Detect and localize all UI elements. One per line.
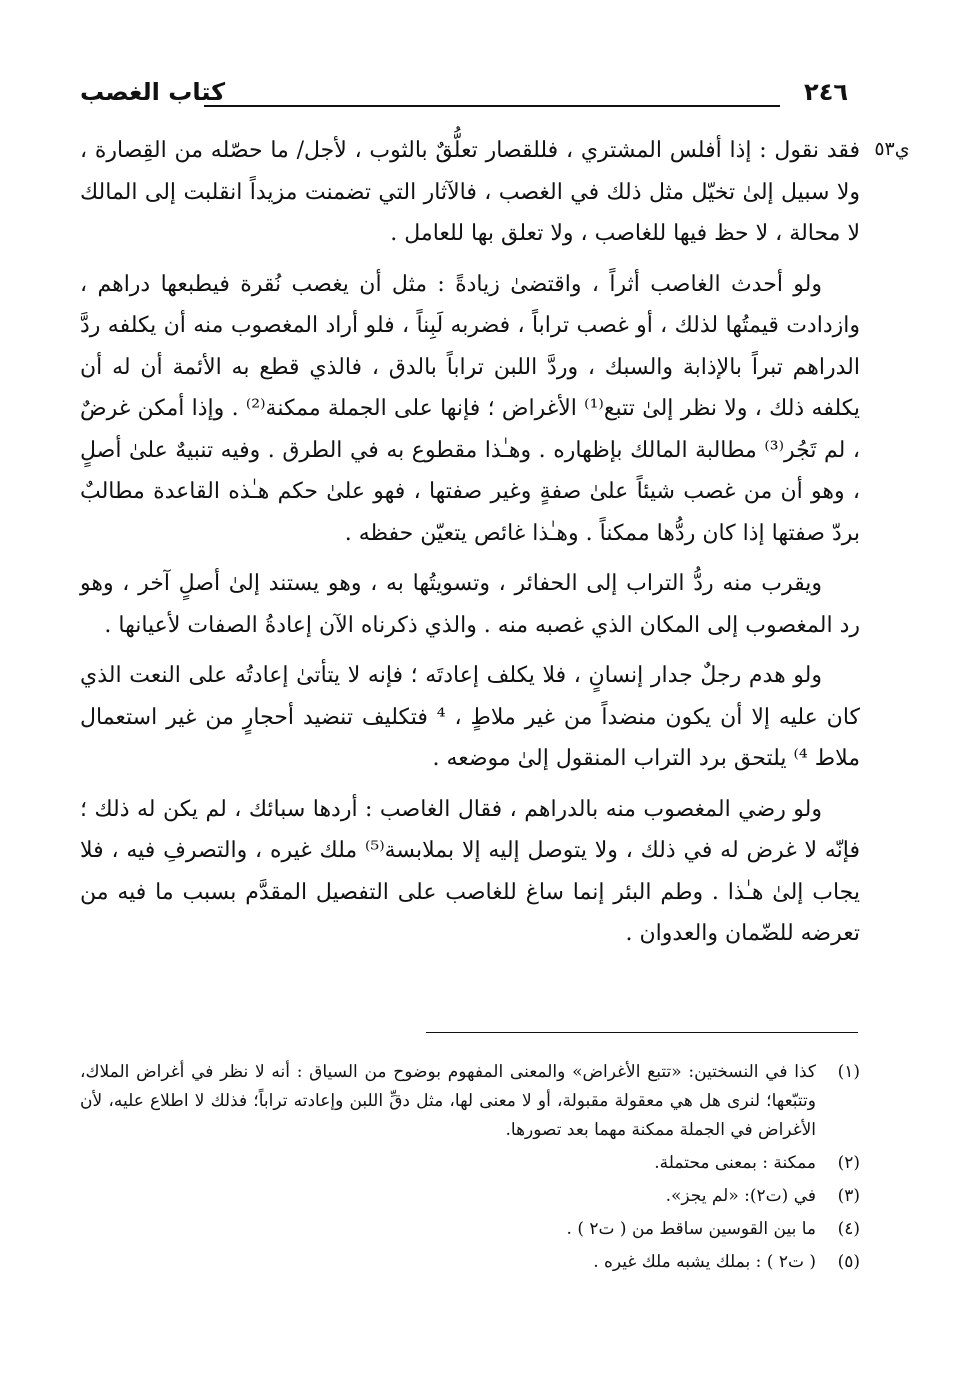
paragraph: ولو هدم رجلٌ جدار إنسانٍ ، فلا يكلف إعادتَه ؛ فإنه لا يتأتىٰ إعادتُه على النعت الذي كان عليه إلا أن يكون منضداً من غير ملاطٍ ، ⁴ فتكليف تنضيد أحجارٍ من غير استعمال ملاط ⁴⁾ يلتحق برد التراب المنقول إلىٰ موضعه . [80,663,860,771]
footnote [80,1248,860,1277]
footnote-text: ما بين القوسين ساقط من ( ت٢ ) . [566,1219,816,1239]
paragraph: فقد نقول : إذا أفلس المشتري ، فللقصار تعلُّقٌ بالثوب ، لأجل/ ما حصّله من القِصارة ، ولا سبيل إلىٰ تخيّل مثل ذلك في الغصب ، فالآثار التي تضمنت مزيداً انقلبت إلى المالك لا محالة ، لا حظ فيها للغاصب ، ولا تعلق بها للعامل . [80,138,860,246]
footnote-number: (١) [837,1062,860,1082]
footnote [80,1149,860,1178]
footnote [80,1215,860,1244]
footnote-text: في (ت٢): «لم يجز». [665,1186,816,1206]
footnote-number: (٥) [837,1252,860,1272]
header-rule [204,105,780,107]
main-text [80,130,860,964]
footnote [80,1058,860,1145]
footnote-number: (٣) [837,1186,860,1206]
margin-note: ي٥٣ [874,138,910,160]
footnote [80,1182,860,1211]
footnote-separator [426,1032,858,1033]
page-number: ٢٤٦ [804,78,848,106]
book-title: كتاب الغصب [80,78,226,106]
footnote-text: ( ت٢ ) : بملك يشبه ملك غيره . [593,1252,816,1272]
footnote-number: (٢) [837,1153,860,1173]
page-header [80,78,848,114]
footnotes [80,1058,860,1281]
footnote-text: كذا في النسختين: «تتبع الأغراض» والمعنى المفهوم بوضوح من السياق : أنه لا نظر في أغراض الملاك، وتتبّعها؛ لنرى هل هي معقولة مقبولة، أو لا معنى لها، مثل دقِّ اللبن وإعادته تراباً؛ فذلك لا اطلاع عليه، لأن الأغراض في الجملة ممكنة مهما بعد تصورها. [80,1062,816,1140]
paragraph: ويقرب منه ردُّ التراب إلى الحفائر ، وتسويتُها به ، وهو يستند إلىٰ أصلٍ آخر ، وهو رد المغصوب إلى المكان الذي غصبه منه . والذي ذكرناه الآن إعادةُ الصفات لأعيانها . [80,571,860,638]
paragraph: ولو رضي المغصوب منه بالدراهم ، فقال الغاصب : أردها سبائك ، لم يكن له ذلك ؛ فإنّه لا غرض له في ذلك ، ولا يتوصل إليه إلا بملابسة⁽⁵⁾ ملك غيره ، والتصرفِ فيه ، فلا يجاب إلىٰ هـٰذا . وطم البئر إنما ساغ للغاصب على التفصيل المقدَّم بسبب ما فيه من تعرضه للضّمان والعدوان . [80,796,861,946]
footnote-number: (٤) [837,1219,860,1239]
footnote-text: ممكنة : بمعنى محتملة. [654,1153,816,1173]
paragraph: ولو أحدث الغاصب أثراً ، واقتضىٰ زيادةً : مثل أن يغصب نُقرة فيطبعها دراهم ، وازدادت قيمتُها لذلك ، أو غصب تراباً ، فضربه لَبِناً ، فلو أراد المغصوب منه أن يكلفه ردَّ الدراهم تبراً بالإذابة والسبك ، وردَّ اللبن تراباً بالدق ، فالذي قطع به الأئمة أن له أن يكلفه ذلك ، ولا نظر إلىٰ تتبع⁽¹⁾ الأغراض ؛ فإنها على الجملة ممكنة⁽²⁾ . وإذا أمكن غرضٌ ، لم تَجُر⁽³⁾ مطالبة المالك بإظهاره . وهـٰذا مقطوع به في الطرق . وفيه تنبيهٌ علىٰ أصلٍ ، وهو أن من غصب شيئاً علىٰ صفةٍ وغير صفتها ، فهو علىٰ حكم هـٰذه القاعدة مطالبٌ بردّ صفتها إذا كان ردُّها ممكناً . وهـٰذا غائص يتعيّن حفظه . [80,271,860,546]
